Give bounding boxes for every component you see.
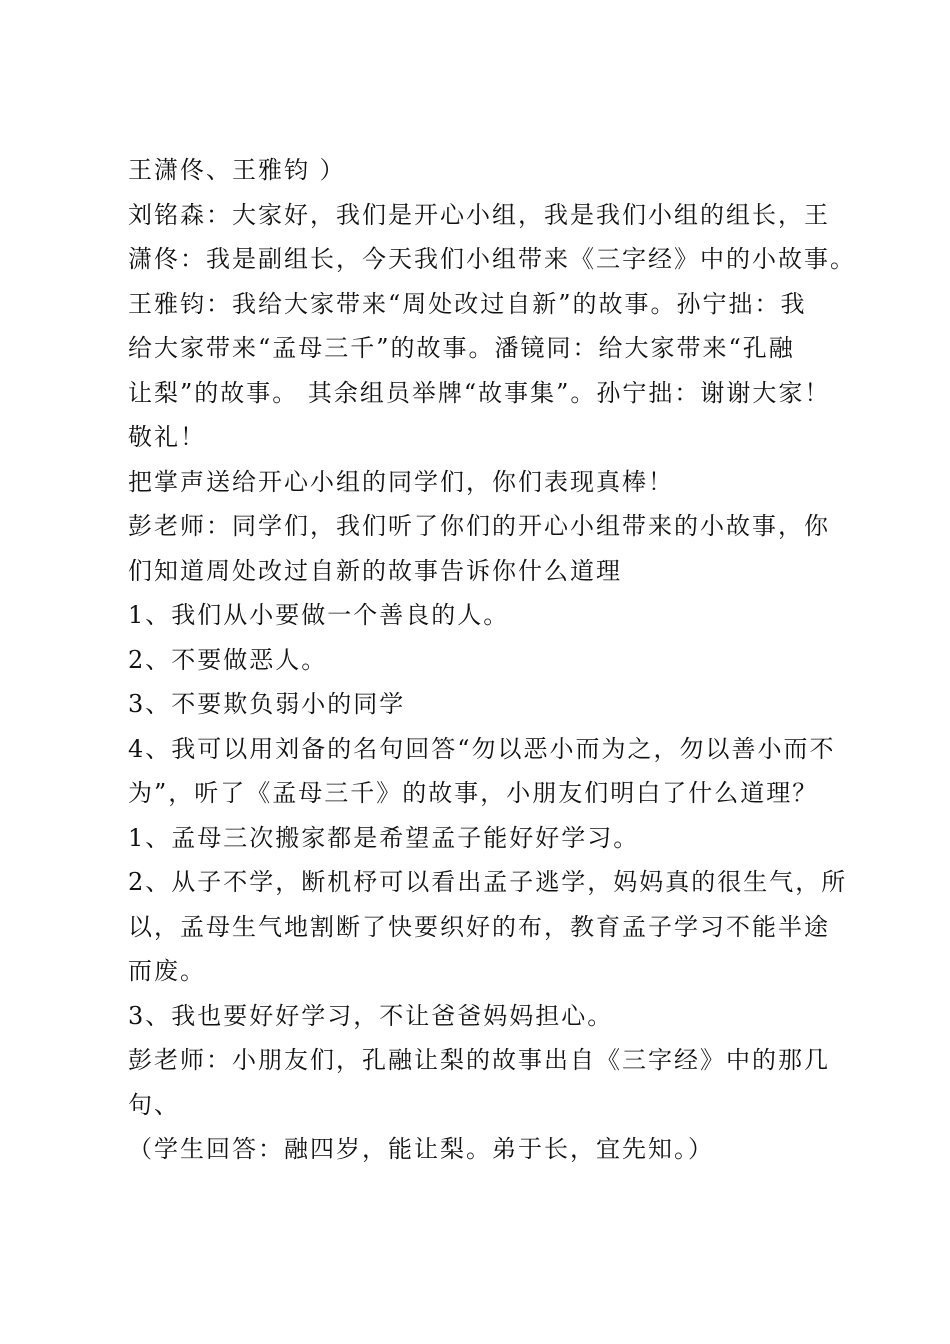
text-line: 王雅钧：我给大家带来“周处改过自新”的故事。孙宁拙：我 [128, 289, 807, 318]
text-line: 刘铭森：大家好，我们是开心小组，我是我们小组的组长，王 [128, 200, 830, 229]
document-body [128, 148, 856, 1172]
text-line: 以，孟母生气地割断了快要织好的布，教育孟子学习不能半途 [128, 912, 830, 941]
text-line: 把掌声送给开心小组的同学们，你们表现真棒！ [128, 467, 674, 496]
text-line: 而废。 [128, 957, 206, 985]
text-line: 潇佟：我是副组长，今天我们小组带来《三字经》中的小故事。 [128, 245, 856, 273]
text-line: 敬礼！ [128, 423, 206, 451]
list-item: 2、不要做恶人。 [128, 645, 328, 674]
text-line: 让梨”的故事。 其余组员举牌“故事集”。孙宁拙：谢谢大家！ [128, 378, 831, 407]
text-line: 王潇佟、王雅钧 ） [128, 156, 346, 184]
list-item: 2、从子不学，断机杼可以看出孟子逃学，妈妈真的很生气，所 [128, 868, 848, 896]
text-line: 给大家带来“孟母三千”的故事。潘镜同：给大家带来“孔融 [128, 334, 795, 362]
text-line: 为”，听了《孟母三千》的故事，小朋友们明白了什么道理？ [128, 779, 819, 807]
text-line: 们知道周处改过自新的故事告诉你什么道理 [128, 556, 622, 585]
text-line: 彭老师：同学们，我们听了你们的开心小组带来的小故事，你 [128, 512, 830, 540]
list-item: 3、不要欺负弱小的同学 [128, 690, 406, 718]
text-line: 彭老师：小朋友们，孔融让梨的故事出自《三字经》中的那几 [128, 1046, 830, 1074]
list-item: 1、孟母三次搬家都是希望孟子能好好学习。 [128, 823, 640, 852]
list-item: 3、我也要好好学习，不让爸爸妈妈担心。 [128, 1001, 614, 1030]
text-line: 句、 [128, 1090, 180, 1119]
text-line: （学生回答：融四岁，能让梨。弟于长，宜先知。） [128, 1135, 714, 1163]
list-item: 1、我们从小要做一个善良的人。 [128, 601, 510, 629]
list-item: 4、我可以用刘备的名句回答“勿以恶小而为之，勿以善小而不 [128, 734, 836, 763]
